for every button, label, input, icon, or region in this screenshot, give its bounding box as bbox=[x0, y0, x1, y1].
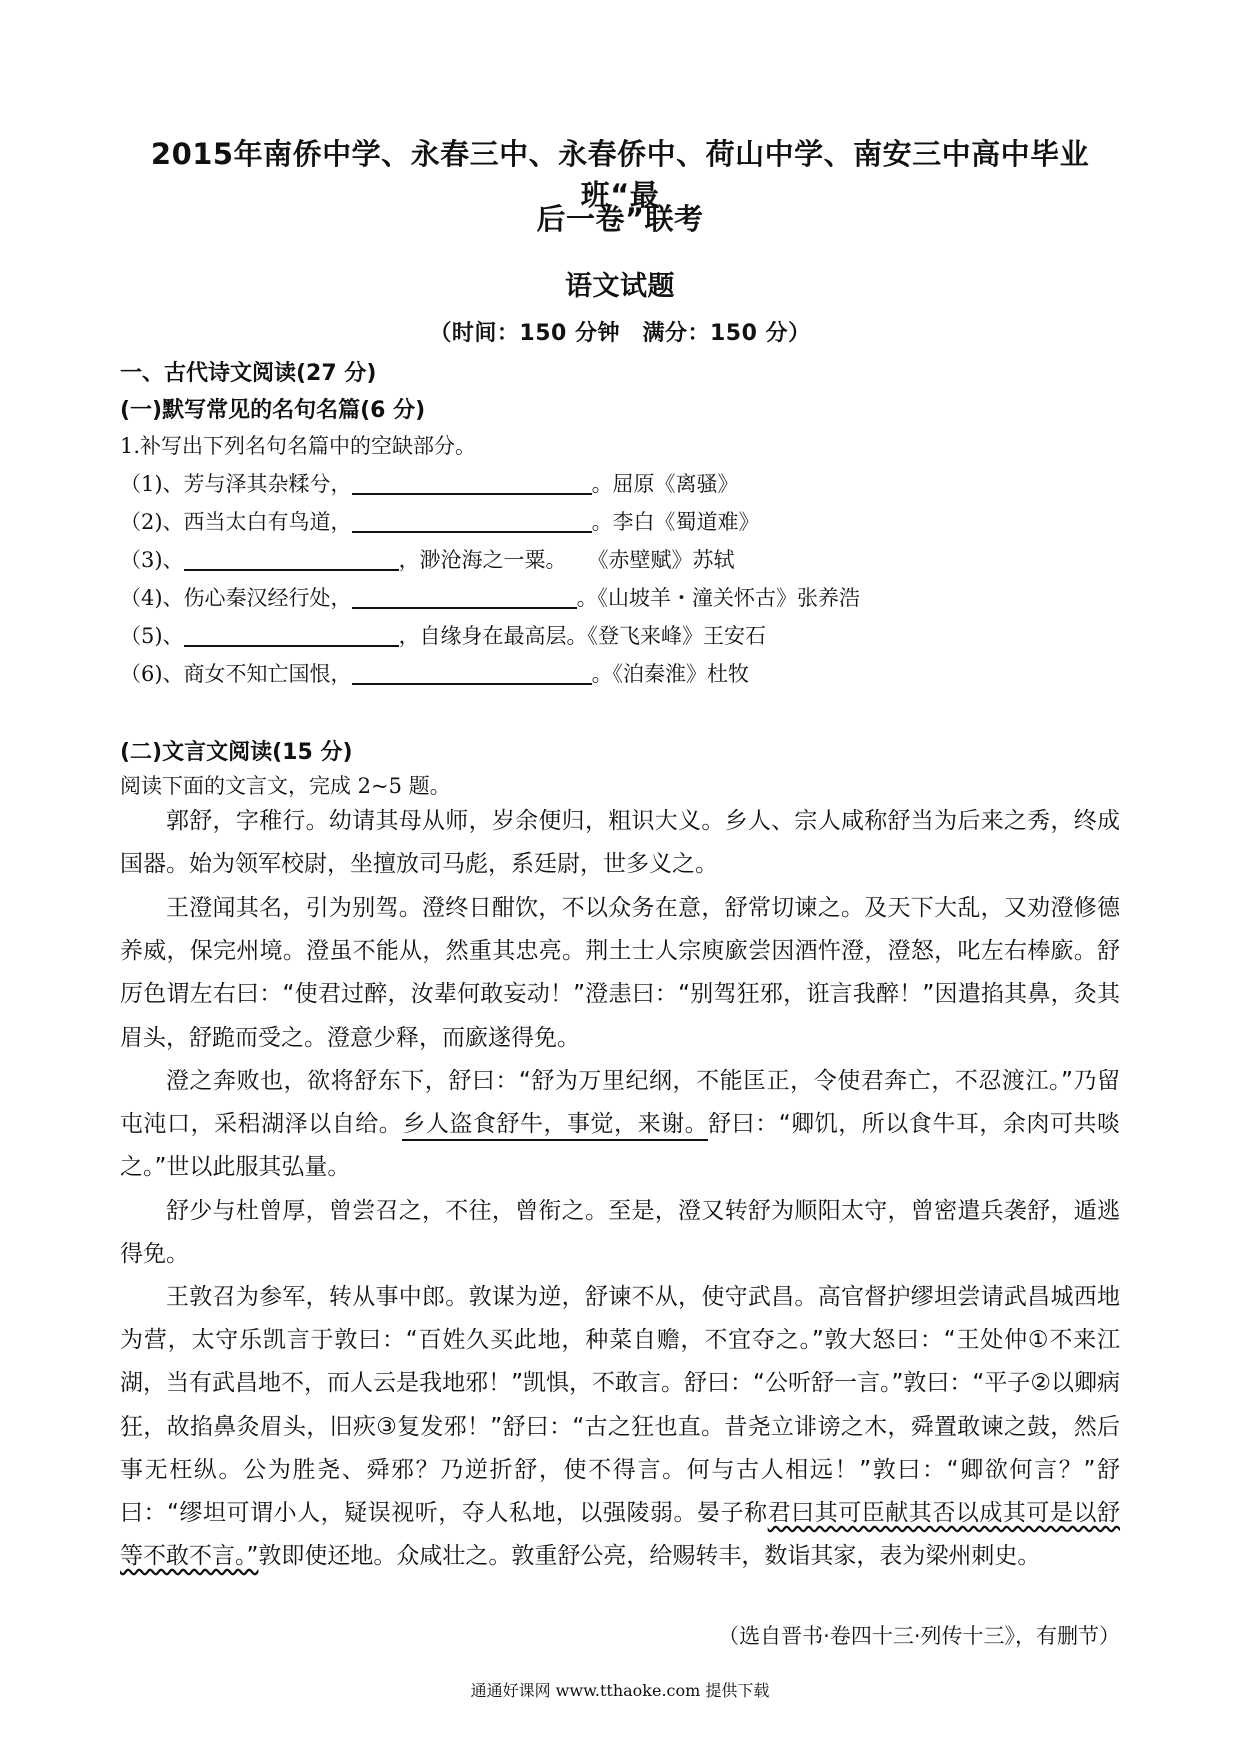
passage-paragraph-2: 王澄闻其名，引为别驾。澄终日酣饮，不以众务在意，舒常切谏之。及天下大乱，又劝澄修德养威，保完州境。澄虽不能从，然重其忠亮。荆土士人宗庾廞尝因酒忤澄，澄怒，叱左右棒廞。舒厉色谓左右曰：“使君过醉，汝辈何敢妄动！”澄恚曰：“别驾狂邪，诳言我醉！”因遣掐其鼻，灸其眉头，舒跪而受之。澄意少释，而廞遂得免。 bbox=[120, 895, 1120, 1051]
p5-text-b: 敦即使还地。众咸壮之。敦重舒公亮，给赐转丰，数诣其家，表为梁州刺史。 bbox=[258, 1543, 1041, 1570]
item-pre: （2)、西当太白有鸟道， bbox=[120, 510, 352, 534]
item-post: 。李白《蜀道难》 bbox=[591, 510, 760, 534]
answer-blank[interactable] bbox=[184, 547, 399, 571]
item-pre: （6)、商女不知亡国恨， bbox=[120, 662, 352, 686]
fill-item-3 bbox=[120, 544, 735, 574]
wavy-underlined-sentence: 君曰其可臣献其否以成其可是以舒等不敢不言。” bbox=[120, 1500, 1121, 1570]
p3-text-a: 澄之奔败也，欲将舒东下，舒曰：“舒为万里纪纲，不能匡正，令使君奔亡，不忍渡江。”乃留屯沌口，采稆湖泽以自给。 bbox=[120, 1068, 1120, 1138]
underlined-sentence: 乡人盗食舒牛，事觉，来谢。 bbox=[402, 1111, 708, 1141]
fill-item-1 bbox=[120, 468, 739, 498]
fill-item-5 bbox=[120, 620, 766, 650]
fill-item-4 bbox=[120, 582, 860, 612]
passage-paragraph-4: 舒少与杜曾厚，曾尝召之，不往，曾衔之。至是，澄又转舒为顺阳太守，曾密遣兵袭舒，遁逃得免。 bbox=[120, 1198, 1120, 1268]
answer-blank[interactable] bbox=[352, 661, 592, 685]
item-post: 。屈原《离骚》 bbox=[591, 472, 739, 496]
answer-blank[interactable] bbox=[352, 471, 592, 495]
item-pre: （1)、芳与泽其杂糅兮， bbox=[120, 472, 352, 496]
p5-text-a: 王敦召为参军，转从事中郎。敦谋为逆，舒谏不从，使守武昌。高官督护缪坦尝请武昌城西地为营，太守乐凯言于敦曰：“百姓久买此地，种菜自赡，不宜夺之。”敦大怒曰：“王处仲①不来江湖，当有武昌地不，而人云是我地邪！”凯惧，不敢言。舒曰：“公听舒一言。”敦曰：“平子②以卿病狂，故掐鼻灸眉头，旧疢③复发邪！”舒曰：“古之狂也直。昔尧立诽谤之木，舜置敢谏之鼓，然后事无枉纵。公为胜尧、舜邪？乃逆折舒，使不得言。何与古人相远！”敦曰：“卿欲何言？”舒曰：“缪坦可谓小人，疑误视听，夺人私地，以强陵弱。晏子称 bbox=[120, 1284, 1120, 1527]
item-post: ，渺沧海之一粟。 《赤壁赋》苏轼 bbox=[398, 548, 735, 572]
item-pre: （5)、 bbox=[120, 624, 184, 648]
exam-title-line2: 后一卷”联考 bbox=[536, 202, 704, 236]
fill-item-2 bbox=[120, 506, 760, 536]
subject-title: 语文试题 bbox=[565, 271, 675, 302]
passage-paragraph-1: 郭舒，字稚行。幼请其母从师，岁余便归，粗识大义。乡人、宗人咸称舒当为后来之秀，终成国器。始为领军校尉，坐擅放司马彪，系廷尉，世多义之。 bbox=[120, 808, 1120, 878]
sub2-instruction: 阅读下面的文言文，完成 2~5 题。 bbox=[120, 774, 451, 798]
item-post: ，自缘身在最高层。《登飞来峰》王安石 bbox=[398, 624, 767, 648]
passage-source: （选自晋书·卷四十三·列传十三》，有删节） bbox=[718, 1624, 1120, 1648]
time-info: （时间：150 分钟 满分：150 分） bbox=[429, 321, 811, 346]
p3-text-b: 舒曰：“卿饥，所以食牛耳，余肉可共啖之。”世以此服其弘量。 bbox=[120, 1111, 1121, 1181]
answer-blank[interactable] bbox=[184, 623, 399, 647]
sub1-heading: (一)默写常见的名句名篇(6 分) bbox=[120, 398, 426, 423]
sub2-heading: (二)文言文阅读(15 分) bbox=[120, 740, 353, 765]
item-post: 。《山坡羊・潼关怀古》张养浩 bbox=[576, 586, 861, 610]
item-post: 。《泊秦淮》杜牧 bbox=[591, 662, 750, 686]
passage-paragraph-3 bbox=[120, 1060, 1120, 1190]
answer-blank[interactable] bbox=[352, 509, 592, 533]
fill-item-6 bbox=[120, 658, 749, 688]
item-pre: （3)、 bbox=[120, 548, 184, 572]
exam-title-line1: 2015年南侨中学、永春三中、永春侨中、荷山中学、南安三中高中毕业班“最 bbox=[150, 137, 1090, 212]
instruction: 1.补写出下列名句名篇中的空缺部分。 bbox=[120, 434, 477, 458]
answer-blank[interactable] bbox=[352, 585, 577, 609]
item-pre: （4)、伤心秦汉经行处， bbox=[120, 586, 352, 610]
footer-credit: 通通好课网 www.tthaoke.com 提供下载 bbox=[470, 1681, 770, 1700]
passage-paragraph-5 bbox=[120, 1276, 1120, 1578]
part1-heading: 一、古代诗文阅读(27 分) bbox=[120, 361, 377, 386]
